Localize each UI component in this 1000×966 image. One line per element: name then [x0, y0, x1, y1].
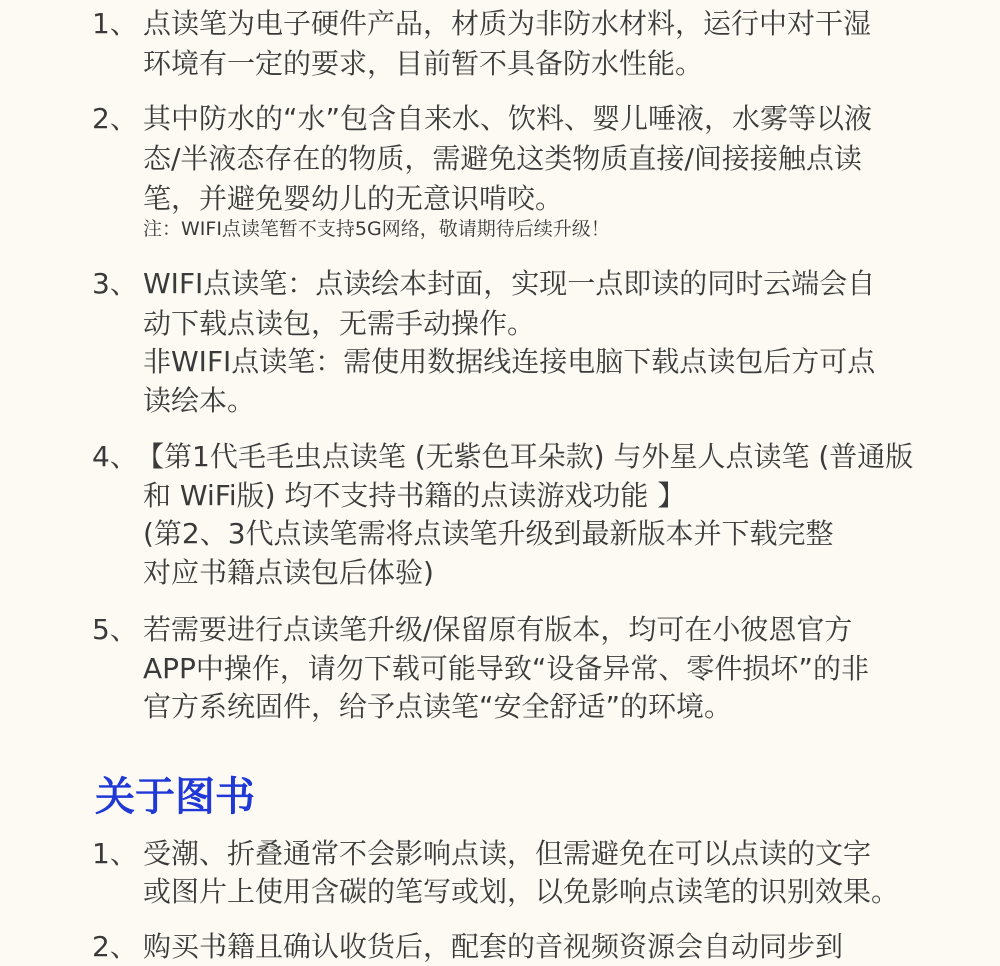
- item-text-line: WIFI点读笔：点读绘本封面，实现一点即读的同时云端会自: [143, 267, 876, 300]
- item-number: 3、: [92, 267, 138, 300]
- item-text-line: (第2、3代点读笔需将点读笔升级到最新版本并下载完整: [143, 517, 834, 550]
- item-text-line: 非WIFI点读笔：需使用数据线连接电脑下载点读包后方可点: [143, 345, 876, 378]
- item-text-line: 【第1代毛毛虫点读笔 (无紫色耳朵款) 与外星人点读笔 (普通版: [136, 440, 914, 473]
- item-text-line: 或图片上使用含碳的笔写或划，以免影响点读笔的识别效果。: [143, 875, 900, 908]
- item-text-line: 官方系统固件，给予点读笔“安全舒适”的环境。: [143, 690, 733, 723]
- section-heading: 关于图书: [95, 774, 255, 820]
- item-text-line: APP中操作，请勿下载可能导致“设备异常、零件损坏”的非: [143, 652, 869, 685]
- item-note: 注：WIFI点读笔暂不支持5G网络，敬请期待后续升级！: [143, 218, 610, 240]
- item-text-line: 和 WiFi版) 均不支持书籍的点读游戏功能 】: [143, 479, 686, 512]
- item-number: 2、: [92, 102, 138, 135]
- item-text-line: 其中防水的“水”包含自来水、饮料、婴儿唾液，水雾等以液: [143, 102, 873, 135]
- item-text-line: 读绘本。: [143, 384, 256, 417]
- item-number: 1、: [92, 7, 138, 40]
- item-number: 2、: [92, 930, 138, 963]
- item-text-line: 点读笔为电子硬件产品，材质为非防水材料，运行中对干湿: [143, 7, 872, 40]
- item-number: 4、: [92, 440, 138, 473]
- item-number: 5、: [92, 613, 138, 646]
- item-text-line: 动下载点读包，无需手动操作。: [143, 307, 536, 340]
- item-text-line: 态/半液态存在的物质，需避免这类物质直接/间接接触点读: [143, 142, 862, 175]
- item-text-line: 若需要进行点读笔升级/保留原有版本，均可在小彼恩官方: [143, 613, 853, 646]
- item-number: 1、: [92, 837, 138, 870]
- item-text-line: 对应书籍点读包后体验): [143, 556, 434, 589]
- item-text-line: 笔，并避免婴幼儿的无意识啃咬。: [143, 182, 564, 215]
- item-text-line: 环境有一定的要求，目前暂不具备防水性能。: [143, 47, 704, 80]
- item-text-line: 受潮、折叠通常不会影响点读，但需避免在可以点读的文字: [143, 837, 872, 870]
- item-text-line: 购买书籍且确认收货后，配套的音视频资源会自动同步到: [143, 930, 844, 963]
